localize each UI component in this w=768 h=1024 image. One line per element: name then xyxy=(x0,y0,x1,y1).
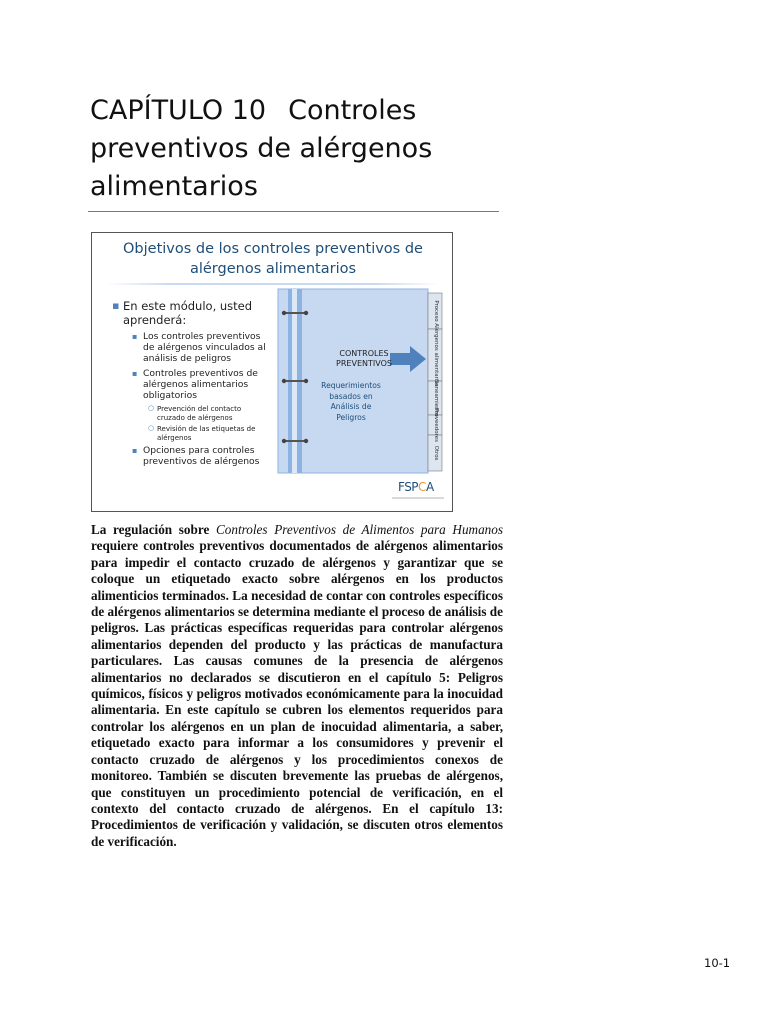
bullet-icon: ▪ xyxy=(132,332,138,341)
chapter-title-line1: Controles xyxy=(288,95,417,126)
slide-intro-bullet: ▪ En este módulo, usted aprenderá: xyxy=(112,299,253,327)
regulation-title: Controles Preventivos de Alimentos para Humanos xyxy=(216,522,503,537)
slide-figure xyxy=(91,232,453,512)
circle-bullet-icon: ○ xyxy=(148,404,155,412)
circle-bullet-icon: ○ xyxy=(148,424,155,432)
slide-sub-bullet: ▪ Opciones para controles preventivos de alérgenos xyxy=(132,445,260,467)
page-number: 10-1 xyxy=(704,956,731,970)
slide-title-line2: alérgenos alimentarios xyxy=(189,261,357,277)
body-lead: La regulación sobre xyxy=(91,522,216,537)
slide-sub-bullet: ▪ Los controles preventivos de alérgenos vinculados al análisis de peligros xyxy=(132,331,266,364)
tab-alergenos: Alérgenos alimentarios xyxy=(433,323,439,387)
slide-sub-sub-bullet: ○ Prevención del contacto cruzado de alérgenos xyxy=(148,404,242,422)
tab-proveedores: Proveedores xyxy=(433,408,439,442)
preventive-controls-label: CONTROLES PREVENTIVOS xyxy=(336,349,392,368)
hazard-requirements-label: Requerimientos basados en Análisis de Peligros xyxy=(321,381,381,422)
chapter-number: CAPÍTULO 10 xyxy=(90,95,267,126)
bullet-icon: ▪ xyxy=(112,299,120,312)
body-paragraph xyxy=(91,522,503,850)
title-divider xyxy=(88,211,499,212)
logo-underline xyxy=(392,497,444,499)
chapter-title xyxy=(90,92,510,206)
tab-saneamiento: Saneamiento xyxy=(433,379,439,417)
tab-proceso: Proceso xyxy=(433,300,439,322)
tab-otros: Otros xyxy=(433,445,439,461)
bullet-icon: ▪ xyxy=(132,369,138,378)
slide-sub-sub-bullet: ○ Revisión de las etiquetas de alérgenos xyxy=(148,424,256,442)
fspca-logo: FSPCA xyxy=(398,480,434,494)
bullet-icon: ▪ xyxy=(132,446,138,455)
slide-sub-bullet: ▪ Controles preventivos de alérgenos alimentarios obligatorios xyxy=(132,368,258,401)
chapter-title-line3: alimentarios xyxy=(90,171,258,202)
body-text: requiere controles preventivos documentados de alérgenos alimentarios para impedir el contacto cruzado de alérgenos y garantizar que se coloque un etiquetado exacto sobre alérgenos en los productos alimenticios terminados. La necesidad de contar con controles específicos de alérgenos alimentarios se determina mediante el proceso de análisis de peligros. Las prácticas específicas requeridas para controlar alérgenos alimentarios dependen del producto y las prácticas de manufactura particulares. Las causas comunes de la presencia de alérgenos alimentarios no declarados se discutieron en el capítulo 5: Peligros químicos, físicos y peligros motivados económicamente para la inocuidad alimentaria. En este capítulo se cubren los elementos requeridos para controlar los alérgenos en un plan de inocuidad alimentaria, a saber, etiquetado exacto para informar a los consumidores y prevenir el contacto cruzado de alérgenos y los procedimientos conexos de monitoreo. También se discuten brevemente las pruebas de alérgenos, que constituyen un procedimiento potencial de verificación, en el contexto del contacto cruzado de alérgenos. En el capítulo 13: Procedimientos de verificación y validación, se discuten otros elementos de verificación. xyxy=(91,538,503,849)
binder-illustration xyxy=(92,233,452,511)
slide-title-line1: Objetivos de los controles preventivos de xyxy=(123,241,423,257)
chapter-title-line2: preventivos de alérgenos xyxy=(90,133,433,164)
